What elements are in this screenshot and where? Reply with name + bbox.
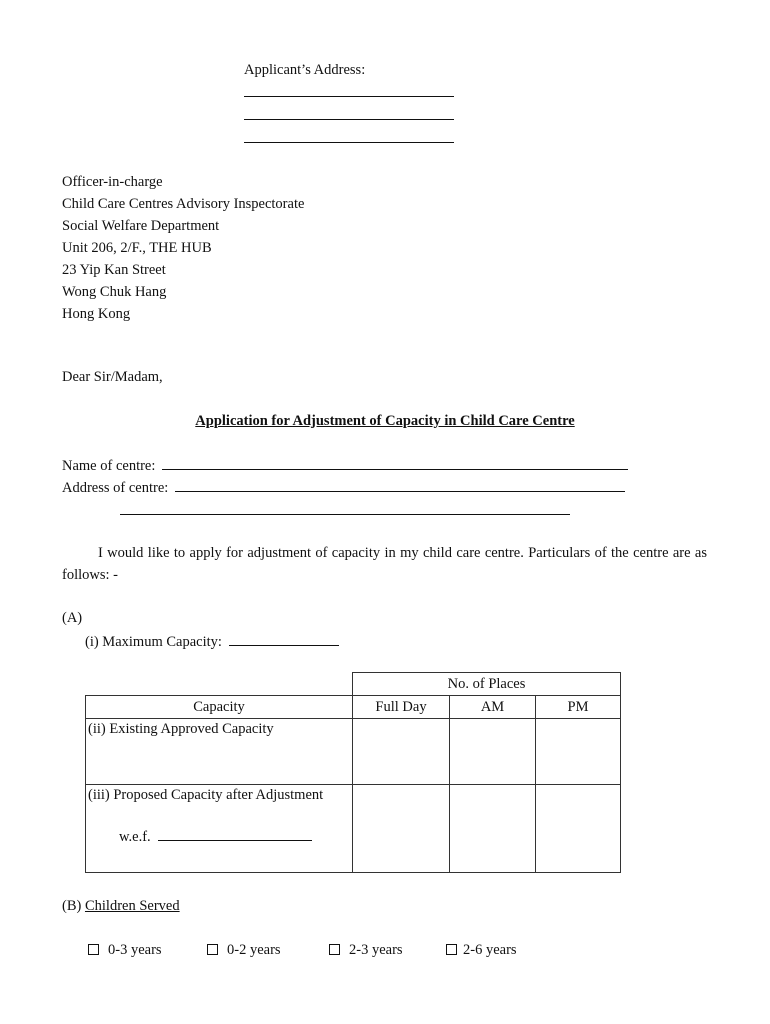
applicant-address-line-1[interactable]: [244, 82, 454, 97]
intro-paragraph: I would like to apply for adjustment of capacity in my child care centre. Particulars of the centre are as follows: -: [62, 545, 707, 583]
checkbox-icon[interactable]: [446, 944, 457, 955]
wef-row: [119, 826, 350, 846]
section-b-prefix: (B): [62, 898, 82, 914]
wef-label: w.e.f.: [119, 829, 151, 845]
centre-address-label: Address of centre:: [62, 480, 169, 496]
recipient-line: Hong Kong: [62, 306, 131, 322]
age-option-0-3[interactable]: [88, 941, 162, 959]
existing-full-day-cell[interactable]: [353, 719, 450, 785]
recipient-line: Officer-in-charge: [62, 174, 163, 190]
recipient-address: [62, 171, 304, 325]
applicant-address-label: Applicant’s Address:: [244, 62, 366, 78]
salutation: Dear Sir/Madam,: [62, 369, 163, 385]
age-option-2-6[interactable]: [446, 941, 517, 959]
centre-name-row: [62, 455, 628, 475]
centre-address-field-line-2[interactable]: [120, 500, 570, 515]
age-option-label: 0-3 years: [108, 942, 162, 958]
no-of-places-header: No. of Places: [353, 673, 621, 696]
recipient-line: 23 Yip Kan Street: [62, 262, 166, 278]
recipient-line: Social Welfare Department: [62, 218, 220, 234]
document-title: Application for Adjustment of Capacity in Child Care Centre: [195, 413, 575, 429]
age-option-label: 0-2 years: [227, 942, 281, 958]
centre-address-row: [62, 477, 625, 497]
proposed-capacity-label: (iii) Proposed Capacity after Adjustment: [88, 787, 324, 803]
existing-capacity-label: (ii) Existing Approved Capacity: [86, 719, 353, 785]
centre-address-field[interactable]: [175, 477, 625, 492]
capacity-header: Capacity: [86, 696, 353, 719]
applicant-address-line-3[interactable]: [244, 128, 454, 143]
centre-name-label: Name of centre:: [62, 458, 156, 474]
existing-pm-cell[interactable]: [536, 719, 621, 785]
applicant-address-line-2[interactable]: [244, 105, 454, 120]
proposed-full-day-cell[interactable]: [353, 785, 450, 873]
age-option-label: 2-3 years: [349, 942, 403, 958]
age-option-label: 2-6 years: [463, 942, 517, 958]
capacity-table: [85, 672, 621, 873]
section-b-title: Children Served: [84, 898, 180, 914]
recipient-line: Wong Chuk Hang: [62, 284, 167, 300]
centre-name-field[interactable]: [162, 455, 628, 470]
existing-am-cell[interactable]: [450, 719, 536, 785]
proposed-am-cell[interactable]: [450, 785, 536, 873]
checkbox-icon[interactable]: [88, 944, 99, 955]
age-option-2-3[interactable]: [329, 941, 403, 959]
full-day-header: Full Day: [353, 696, 450, 719]
max-capacity-field[interactable]: [229, 631, 339, 646]
age-option-0-2[interactable]: [207, 941, 281, 959]
table-empty-corner: [86, 673, 353, 696]
pm-header: PM: [536, 696, 621, 719]
proposed-capacity-cell: [86, 785, 353, 873]
recipient-line: Unit 206, 2/F., THE HUB: [62, 240, 212, 256]
section-b-heading: [62, 897, 180, 915]
wef-date-field[interactable]: [158, 826, 312, 841]
max-capacity-label: (i) Maximum Capacity:: [85, 634, 222, 650]
recipient-line: Child Care Centres Advisory Inspectorate: [62, 196, 305, 212]
checkbox-icon[interactable]: [329, 944, 340, 955]
max-capacity-row: [85, 631, 339, 651]
am-header: AM: [450, 696, 536, 719]
checkbox-icon[interactable]: [207, 944, 218, 955]
proposed-pm-cell[interactable]: [536, 785, 621, 873]
section-a-label: (A): [62, 610, 83, 626]
